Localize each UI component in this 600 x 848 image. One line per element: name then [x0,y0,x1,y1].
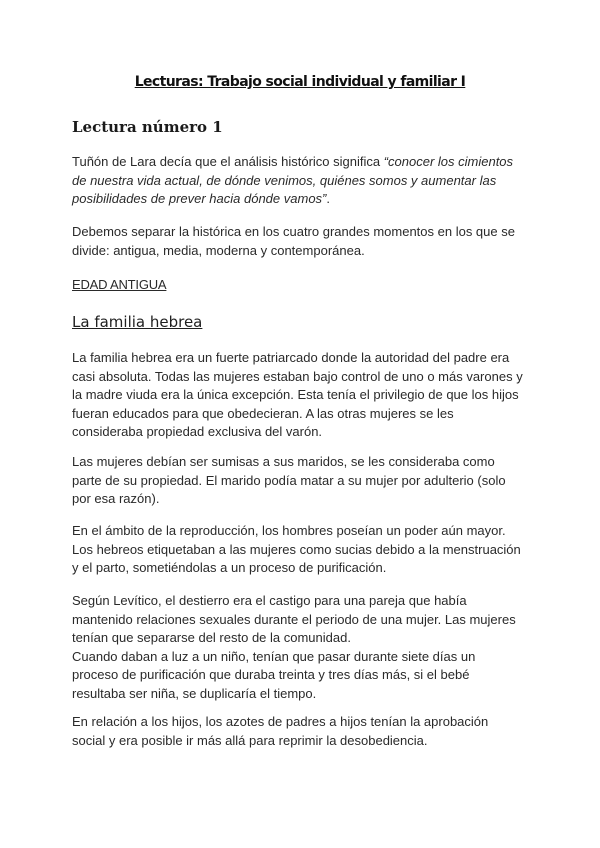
document-title: Lecturas: Trabajo social individual y familiar I [134,74,466,90]
paragraph-line: parte de su propiedad. El marido podía matar a su mujer por adulterio (solo [72,472,506,488]
paragraph-line: mantenido relaciones sexuales durante el periodo de una mujer. Las mujeres [72,611,516,627]
division-paragraph [72,223,542,260]
body-paragraph-5 [72,713,542,750]
paragraph-line: la madre viuda era la única excepción. Esta tenía el privilegio de que los hijos [72,387,519,402]
paragraph-line: y el parto, sometiéndolas a un proceso de purificación. [72,560,387,575]
paragraph-line: Según Levítico, el destierro era el castigo para una pareja que había [72,593,467,608]
paragraph-line: proceso de purificación que duraba treinta y tres días más, si el bebé [72,667,470,682]
intro-quote-end: posibilidades de prever hacia dónde vamos” [72,191,327,206]
paragraph-line: fueran educados para que obedecieran. A las otras mujeres se les [72,405,454,421]
paragraph-line: resultaba ser niña, se duplicaría el tiempo. [72,685,317,701]
subheading: La familia hebrea [72,313,203,331]
paragraph-line: La familia hebrea era un fuerte patriarcado donde la autoridad del padre era [72,350,510,365]
paragraph-line: En el ámbito de la reproducción, los hombres poseían un poder aún mayor. [72,523,506,538]
intro-line [72,190,542,209]
intro-quote-middle: de nuestra vida actual, de dónde venimos, quiénes somos y aumentar las [72,172,497,188]
body-paragraph-3 [72,522,542,578]
intro-line [72,172,542,191]
lectura-heading: Lectura número 1 [72,118,223,136]
paragraph-line: consideraba propiedad exclusiva del varón. [72,424,323,439]
paragraph-line: Debemos separar la histórica en los cuatro grandes momentos en los que se [72,224,515,239]
paragraph-line: tenían que separarse del resto de la comunidad. [72,630,351,645]
body-paragraph-1 [72,349,542,442]
body-paragraph-2 [72,453,542,509]
section-heading: EDAD ANTIGUA [72,277,167,292]
body-paragraph-4 [72,592,542,703]
paragraph-line: Cuando daban a luz a un niño, tenían que pasar durante siete días un [72,648,476,664]
paragraph-line: divide: antigua, media, moderna y contemporánea. [72,242,365,258]
paragraph-line: Los hebreos etiquetaban a las mujeres como sucias debido a la menstruación [72,541,521,557]
paragraph-line: Las mujeres debían ser sumisas a sus maridos, se les consideraba como [72,454,495,469]
intro-tail: . [326,191,331,206]
paragraph-line: En relación a los hijos, los azotes de padres a hijos tenían la aprobación [72,714,489,729]
intro-quote-start: “conocer los cimientos [383,154,514,169]
intro-line [72,153,542,172]
intro-lead: Tuñón de Lara decía que el análisis histórico significa [72,154,384,169]
paragraph-line: social y era posible ir más allá para reprimir la desobediencia. [72,732,428,748]
paragraph-line: por esa razón). [72,491,160,506]
intro-paragraph [72,153,542,209]
paragraph-line: casi absoluta. Todas las mujeres estaban bajo control de uno o más varones y [72,368,523,384]
